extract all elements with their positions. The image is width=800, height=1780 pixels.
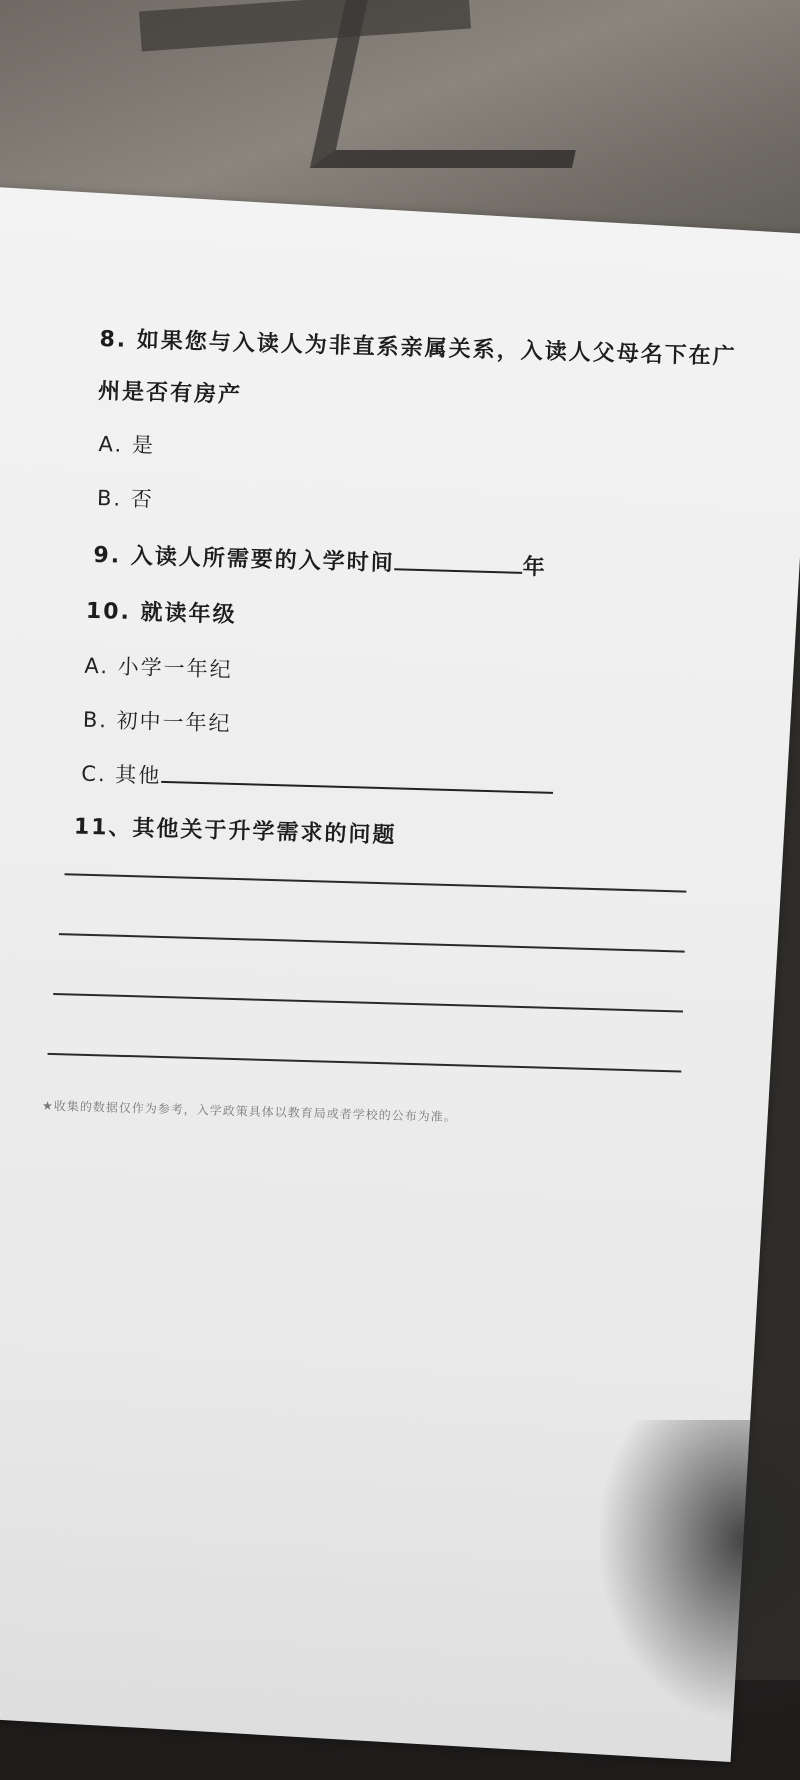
questionnaire-content (41, 322, 800, 1341)
question-10-other-blank[interactable] (161, 761, 553, 794)
question-8-option-a[interactable]: A. 是 (98, 432, 156, 458)
question-10-option-b[interactable]: B. 初中一年纪 (82, 707, 232, 736)
footnote: ★收集的数据仅作为参考，入学政策具体以教育局或者学校的公布为准。 (41, 1098, 457, 1125)
question-9-year-suffix: 年 (522, 554, 547, 581)
question-10-title: 10. 就读年级 (85, 598, 237, 628)
question-10-option-c[interactable] (81, 758, 554, 801)
question-8-line2: 州是否有房产 (97, 378, 243, 408)
question-11-title: 11、其他关于升学需求的问题 (73, 814, 397, 849)
question-9-year-blank[interactable] (395, 548, 524, 574)
question-9 (93, 538, 547, 582)
question-10-option-c-label: C. 其他 (81, 761, 162, 788)
question-10-option-a[interactable]: A. 小学一年纪 (84, 653, 234, 682)
answer-line-4[interactable] (48, 1053, 682, 1073)
question-9-label: 9. 入读人所需要的入学时间 (93, 542, 396, 577)
question-8-option-b[interactable]: B. 否 (96, 485, 155, 512)
answer-line-2[interactable] (59, 933, 685, 952)
answer-line-3[interactable] (53, 993, 683, 1013)
answer-line-1[interactable] (65, 873, 687, 892)
background-chair-leg (310, 0, 612, 168)
question-8-line1: 8. 如果您与入读人为非直系亲属关系，入读人父母名下在广 (99, 326, 737, 370)
hand-shadow (600, 1420, 800, 1720)
